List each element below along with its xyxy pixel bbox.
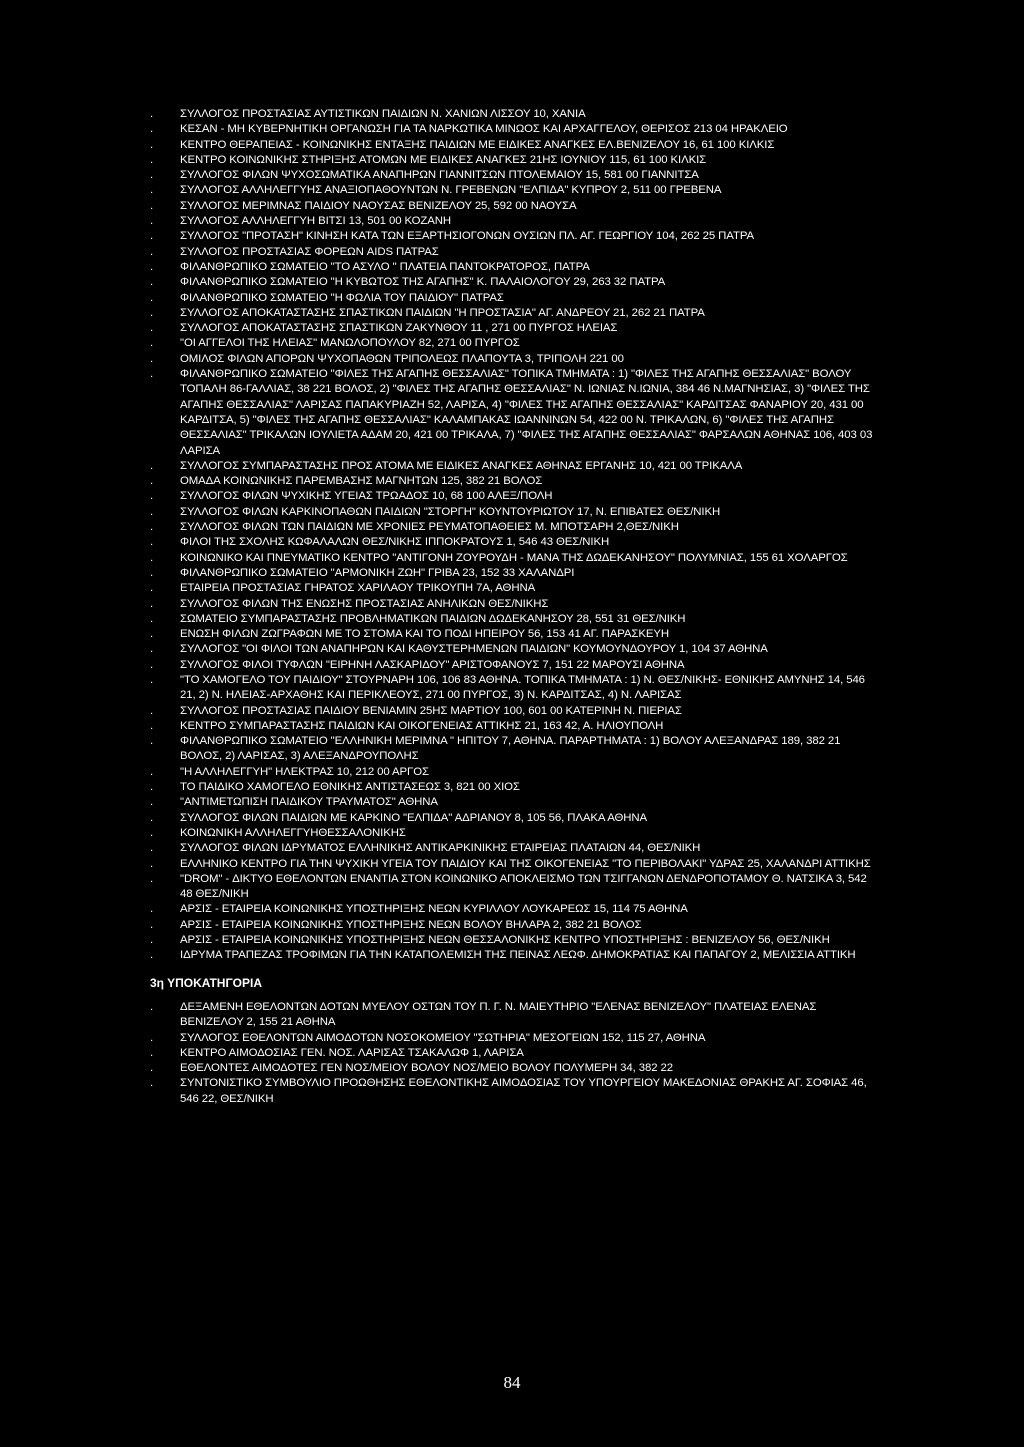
list-item bbox=[150, 1046, 880, 1061]
bullet-marker: . bbox=[150, 949, 154, 962]
list-item bbox=[150, 902, 880, 917]
bullet-marker: . bbox=[150, 521, 154, 534]
bullet-marker: . bbox=[150, 337, 154, 350]
list-item bbox=[150, 153, 880, 168]
list-item-text: ΣΥΛΛΟΓΟΣ ΦΙΛΩΝ ΨΥΧΟΣΩΜΑΤΙΚΑ ΑΝΑΠΗΡΩΝ ΓΙΑΝΝΙΤΣΩΝ ΠΤΟΛΕΜΑΙΟΥ 15, 581 00 ΓΙΑΝΝΙΤΣΑ bbox=[180, 169, 699, 182]
list-item-text: ΣΥΛΛΟΓΟΣ ΦΙΛΟΙ ΤΥΦΛΩΝ "ΕΙΡΗΝΗ ΛΑΣΚΑΡΙΔΟΥ" ΑΡΙΣΤΟΦΑΝΟΥΣ 7, 151 22 ΜΑΡΟΥΣΙ ΑΘΗΝΑ bbox=[180, 658, 685, 671]
bullet-marker: . bbox=[150, 1031, 154, 1044]
list-item-text: ΣΥΛΛΟΓΟΣ ΣΥΜΠΑΡΑΣΤΑΣΗΣ ΠΡΟΣ ΑΤΟΜΑ ΜΕ ΕΙΔΙΚΕΣ ΑΝΑΓΚΕΣ ΑΘΗΝΑΣ ΕΡΓΑΝΗΣ 10, 421 00 ΤΡΙΚΑΛΑ bbox=[180, 459, 743, 472]
bullet-marker: . bbox=[150, 108, 154, 120]
list-item bbox=[150, 229, 880, 244]
page-number: 84 bbox=[503, 1373, 521, 1392]
list-item bbox=[150, 183, 880, 198]
list-item bbox=[150, 734, 880, 765]
bullet-marker: . bbox=[150, 918, 154, 931]
list-item-text: ΚΕΝΤΡΟ ΚΟΙΝΩΝΙΚΗΣ ΣΤΗΡΙΞΗΣ ΑΤΟΜΩΝ ΜΕ ΕΙΔΙΚΕΣ ΑΝΑΓΚΕΣ 21ΗΣ ΙΟΥΝΙΟΥ 115, 61 100 ΚΙΛΚΙΣ bbox=[180, 153, 707, 166]
bullet-marker: . bbox=[150, 245, 154, 258]
list-item-text: ΚΕΣΑΝ - ΜΗ ΚΥΒΕΡΝΗΤΙΚΗ ΟΡΓΑΝΩΣΗ ΓΙΑ ΤΑ ΝΑΡΚΩΤΙΚΑ ΜΙΝΩΟΣ ΚΑΙ ΑΡΧΑΓΓΕΛΟΥ, ΘΕΡΙΣΟΣ 213 04 ΗΡΑΚΛΕΙΟ bbox=[180, 123, 788, 136]
bullet-marker: . bbox=[150, 1001, 154, 1013]
bullet-marker: . bbox=[150, 322, 154, 335]
bullet-marker: . bbox=[150, 643, 154, 656]
bullet-marker: . bbox=[150, 735, 154, 748]
list-item bbox=[150, 245, 880, 260]
list-item-text: ΚΟΙΝΩΝΙΚΟ ΚΑΙ ΠΝΕΥΜΑΤΙΚΟ ΚΕΝΤΡΟ "ΑΝΤΙΓΟΝΗ ΖΟΥΡΟΥΔΗ - ΜΑΝΑ ΤΗΣ ΔΩΔΕΚΑΝΗΣΟΥ" ΠΟΛΥΜΝΙΑΣ, 155 61 ΧΟΛΑΡΓΟΣ bbox=[180, 551, 848, 564]
list-item-text: ΦΙΛΑΝΘΡΩΠΙΚΟ ΣΩΜΑΤΕΙΟ "ΑΡΜΟΝΙΚΗ ΖΩΗ" ΓΡΙΒΑ 23, 152 33 ΧΑΛΑΝΔΡΙ bbox=[180, 566, 575, 579]
list-item-text: ΕΝΩΣΗ ΦΙΛΩΝ ΖΩΓΡΑΦΩΝ ΜΕ ΤΟ ΣΤΟΜΑ ΚΑΙ ΤΟ ΠΟΔΙ ΗΠΕΙΡΟΥ 56, 153 41 ΑΓ. ΠΑΡΑΣΚΕΥΗ bbox=[180, 628, 669, 641]
list-item bbox=[150, 581, 880, 596]
list-item bbox=[150, 367, 880, 459]
bullet-marker: . bbox=[150, 811, 154, 824]
list-item-text: ΣΥΛΛΟΓΟΣ ΑΛΛΗΛΕΓΓΥΗΣ ΑΝΑΞΙΟΠΑΘΟΥΝΤΩΝ Ν. ΓΡΕΒΕΝΩΝ "ΕΛΠΙΔΑ" ΚΥΠΡΟΥ 2, 511 00 ΓΡΕΒΕΝΑ bbox=[180, 184, 722, 197]
list-item bbox=[150, 918, 880, 933]
list-item-text: ΤΟ ΠΑΙΔΙΚΟ ΧΑΜΟΓΕΛΟ ΕΘΝΙΚΗΣ ΑΝΤΙΣΤΑΣΕΩΣ 3, 821 00 ΧΙΟΣ bbox=[180, 781, 520, 794]
list-item bbox=[150, 658, 880, 673]
list-item bbox=[150, 520, 880, 535]
list-item bbox=[150, 673, 880, 704]
list-item bbox=[150, 352, 880, 367]
list-item bbox=[150, 291, 880, 306]
list-item-text: ΣΥΛΛΟΓΟΣ "ΠΡΟΤΑΣΗ" ΚΙΝΗΣΗ ΚΑΤΑ ΤΩΝ ΕΞΑΡΤΗΣΙΟΓΟΝΩΝ ΟΥΣΙΩΝ ΠΛ. ΑΓ. ΓΕΩΡΓΙΟΥ 104, 262 25 ΠΑΤΡΑ bbox=[180, 230, 754, 243]
list-item bbox=[150, 1000, 880, 1031]
list-item bbox=[150, 933, 880, 948]
list-item-text: ΚΕΝΤΡΟ ΣΥΜΠΑΡΑΣΤΑΣΗΣ ΠΑΙΔΙΩΝ ΚΑΙ ΟΙΚΟΓΕΝΕΙΑΣ ΑΤΤΙΚΗΣ 21, 163 42, Α. ΗΛΙΟΥΠΟΛΗ bbox=[180, 719, 664, 732]
list-item-text: ΣΥΛΛΟΓΟΣ "ΟΙ ΦΙΛΟΙ ΤΩΝ ΑΝΑΠΗΡΩΝ ΚΑΙ ΚΑΘΥΣΤΕΡΗΜΕΝΩΝ ΠΑΙΔΙΩΝ" ΚΟΥΜΟΥΝΔΟΥΡΟΥ 1, 104 37 ΑΘΗΝΑ bbox=[180, 643, 768, 656]
list-item bbox=[150, 107, 880, 122]
bullet-marker: . bbox=[150, 719, 154, 732]
bullet-marker: . bbox=[150, 781, 154, 794]
list-item bbox=[150, 260, 880, 275]
list-item bbox=[150, 474, 880, 489]
list-item bbox=[150, 948, 880, 963]
list-item-text: ΣΥΛΛΟΓΟΣ ΦΙΛΩΝ ΙΔΡΥΜΑΤΟΣ ΕΛΛΗΝΙΚΗΣ ΑΝΤΙΚΑΡΚΙΝΙΚΗΣ ΕΤΑΙΡΕΙΑΣ ΠΛΑΤΑΙΩΝ 44, ΘΕΣ/ΝΙΚΗ bbox=[180, 842, 701, 855]
list-item-text: ΦΙΛΟΙ ΤΗΣ ΣΧΟΛΗΣ ΚΩΦΑΛΑΛΩΝ ΘΕΣ/ΝΙΚΗΣ ΙΠΠΟΚΡΑΤΟΥΣ 1, 546 43 ΘΕΣ/ΝΙΚΗ bbox=[180, 536, 610, 549]
list-item-text: ΔΕΞΑΜΕΝΗ ΕΘΕΛΟΝΤΩΝ ΔΟΤΩΝ ΜΥΕΛΟΥ ΟΣΤΩΝ ΤΟΥ Π. Γ. Ν. ΜΑΙΕΥΤΗΡΙΟ "ΕΛΕΝΑΣ ΒΕΝΙΖΕΛΟΥ" ΠΛΑΤΕΙΑΣ ΕΛΕΝΑΣ ΒΕΝΙΖΕΛΟΥ 2, 155 21 ΑΘΗΝΑ bbox=[180, 1001, 817, 1029]
list-item bbox=[150, 597, 880, 612]
bullet-marker: . bbox=[150, 184, 154, 197]
list-item bbox=[150, 1031, 880, 1046]
list-item-text: ΦΙΛΑΝΘΡΩΠΙΚΟ ΣΩΜΑΤΕΙΟ "Η ΚΥΒΩΤΟΣ ΤΗΣ ΑΓΑΠΗΣ" Κ. ΠΑΛΑΙΟΛΟΓΟΥ 29, 263 32 ΠΑΤΡΑ bbox=[180, 276, 666, 289]
list-item bbox=[150, 214, 880, 229]
list-item bbox=[150, 704, 880, 719]
list-item bbox=[150, 306, 880, 321]
list-item bbox=[150, 321, 880, 336]
list-item-text: ΣΥΛΛΟΓΟΣ ΦΙΛΩΝ ΨΥΧΙΚΗΣ ΥΓΕΙΑΣ ΤΡΩΑΔΟΣ 10, 68 100 ΑΛΕΞ/ΠΟΛΗ bbox=[180, 490, 553, 503]
list-item-text: ΟΜΙΛΟΣ ΦΙΛΩΝ ΑΠΟΡΩΝ ΨΥΧΟΠΑΘΩΝ ΤΡΙΠΟΛΕΩΣ ΠΛΑΠΟΥΤΑ 3, ΤΡΙΠΟΛΗ 221 00 bbox=[180, 352, 624, 365]
bullet-marker: . bbox=[150, 582, 154, 595]
list-item-text: "ΤΟ ΧΑΜΟΓΕΛΟ ΤΟΥ ΠΑΙΔΙΟΥ" ΣΤΟΥΡΝΑΡΗ 106, 106 83 ΑΘΗΝΑ. ΤΟΠΙΚΑ ΤΜΗΜΑΤΑ : 1) Ν. ΘΕΣ/ΝΙΚΗΣ- ΕΘΝΙΚΗΣ ΑΜΥΝΗΣ 14, 546 21, 2) Ν. ΗΛΕΙΑΣ-ΑΡΧΑΘΗΣ ΚΑΙ ΠΕΡΙΚΛΕΟΥΣ, 271 00 ΠΥΡΓΟΣ, 3) Ν. ΚΑΡΔΙΤΣΑΣ, 4) Ν. ΛΑΡΙΣΑΣ bbox=[180, 673, 865, 702]
list-item bbox=[150, 138, 880, 153]
list-item-text: ΣΥΛΛΟΓΟΣ ΦΙΛΩΝ ΤΩΝ ΠΑΙΔΙΩΝ ΜΕ ΧΡΟΝΙΕΣ ΡΕΥΜΑΤΟΠΑΘΕΙΕΣ Μ. ΜΠΟΤΣΑΡΗ 2,ΘΕΣ/ΝΙΚΗ bbox=[180, 521, 679, 534]
list-item-text: ΣΥΝΤΟΝΙΣΤΙΚΟ ΣΥΜΒΟΥΛΙΟ ΠΡΟΩΘΗΣΗΣ ΕΘΕΛΟΝΤΙΚΗΣ ΑΙΜΟΔΟΣΙΑΣ ΤΟΥ ΥΠΟΥΡΓΕΙΟΥ ΜΑΚΕΔΟΝΙΑΣ ΘΡΑΚΗΣ ΑΓ. ΣΟΦΙΑΣ 46, 546 22, ΘΕΣ/ΝΙΚΗ bbox=[180, 1077, 867, 1105]
list-item bbox=[150, 627, 880, 642]
list-item bbox=[150, 642, 880, 657]
list-item bbox=[150, 857, 880, 872]
bullet-marker: . bbox=[150, 260, 154, 273]
bullet-marker: . bbox=[150, 1077, 154, 1090]
bullet-marker: . bbox=[150, 368, 154, 381]
list-item-text: "Η ΑΛΛΗΛΕΓΓΥΗ" ΗΛΕΚΤΡΑΣ 10, 212 00 ΑΡΓΟΣ bbox=[180, 765, 429, 778]
list-item bbox=[150, 199, 880, 214]
list-item-text: ΦΙΛΑΝΘΡΩΠΙΚΟ ΣΩΜΑΤΕΙΟ "ΕΛΛΗΝΙΚΗ ΜΕΡΙΜΝΑ " ΗΠΙΤΟΥ 7, ΑΘΗΝΑ. ΠΑΡΑΡΤΗΜΑΤΑ : 1) ΒΟΛΟΥ ΑΛΕΞΑΝΔΡΑΣ 189, 382 21 ΒΟΛΟΣ, 2) ΛΑΡΙΣΑΣ, 3) ΑΛΕΞΑΝΔΡΟΥΠΟΛΗΣ bbox=[180, 735, 841, 763]
list-item bbox=[150, 168, 880, 183]
bullet-marker: . bbox=[150, 566, 154, 579]
bullet-marker: . bbox=[150, 123, 154, 136]
list-item-text: ΑΡΣΙΣ - ΕΤΑΙΡΕΙΑ ΚΟΙΝΩΝΙΚΗΣ ΥΠΟΣΤΗΡΙΞΗΣ ΝΕΩΝ ΚΥΡΙΛΛΟΥ ΛΟΥΚΑΡΕΩΣ 15, 114 75 ΑΘΗΝΑ bbox=[180, 903, 688, 916]
list-item-text: ΣΥΛΛΟΓΟΣ ΑΠΟΚΑΤΑΣΤΑΣΗΣ ΣΠΑΣΤΙΚΩΝ ΖΑΚΥΝΘΟΥ 11 , 271 00 ΠΥΡΓΟΣ ΗΛΕΙΑΣ bbox=[180, 322, 618, 335]
bullet-marker: . bbox=[150, 872, 154, 885]
list-item-text: ΣΩΜΑΤΕΙΟ ΣΥΜΠΑΡΑΣΤΑΣΗΣ ΠΡΟΒΛΗΜΑΤΙΚΩΝ ΠΑΙΔΙΩΝ ΔΩΔΕΚΑΝΗΣΟΥ 28, 551 31 ΘΕΣ/ΝΙΚΗ bbox=[180, 612, 686, 625]
bullet-marker: . bbox=[150, 352, 154, 365]
list-item bbox=[150, 1076, 880, 1107]
list-item-text: "DROM" - ΔΙΚΤΥΟ ΕΘΕΛΟΝΤΩΝ ΕΝΑΝΤΙΑ ΣΤΟΝ ΚΟΙΝΩΝΙΚΟ ΑΠΟΚΛΕΙΣΜΟ ΤΩΝ ΤΣΙΓΓΑΝΩΝ ΔΕΝΔΡΟΠΟΤΑΜΟΥ Θ. ΝΑΤΣΙΚΑ 3, 542 48 ΘΕΣ/ΝΙΚΗ bbox=[180, 872, 867, 901]
section-heading: 3η ΥΠΟΚΑΤΗΓΟΡΙΑ bbox=[150, 976, 263, 990]
bullet-marker: . bbox=[150, 490, 154, 503]
list-item bbox=[150, 122, 880, 137]
list-item-text: ΦΙΛΑΝΘΡΩΠΙΚΟ ΣΩΜΑΤΕΙΟ "Η ΦΩΛΙΑ ΤΟΥ ΠΑΙΔΙΟΥ" ΠΑΤΡΑΣ bbox=[180, 291, 504, 304]
list-item-text: ΣΥΛΛΟΓΟΣ ΕΘΕΛΟΝΤΩΝ ΑΙΜΟΔΟΤΩΝ ΝΟΣΟΚΟΜΕΙΟΥ "ΣΩΤΗΡΙΑ" ΜΕΣΟΓΕΙΩΝ 152, 115 27, ΑΘΗΝΑ bbox=[180, 1031, 706, 1044]
bullet-marker: . bbox=[150, 306, 154, 319]
list-item-text: ΣΥΛΛΟΓΟΣ ΠΡΟΣΤΑΣΙΑΣ ΠΑΙΔΙΟΥ ΒΕΝΙΑΜΙΝ 25ΗΣ ΜΑΡΤΙΟΥ 100, 601 00 ΚΑΤΕΡΙΝΗ Ν. ΠΙΕΡΙΑΣ bbox=[180, 704, 682, 717]
bullet-marker: . bbox=[150, 612, 154, 625]
list-item bbox=[150, 489, 880, 504]
list-item bbox=[150, 551, 880, 566]
bullet-marker: . bbox=[150, 475, 154, 488]
bullet-marker: . bbox=[150, 138, 154, 151]
bullet-marker: . bbox=[150, 765, 154, 778]
list-item-text: "ΑΝΤΙΜΕΤΩΠΙΣΗ ΠΑΙΔΙΚΟΥ ΤΡΑΥΜΑΤΟΣ" ΑΘΗΝΑ bbox=[180, 796, 438, 809]
bullet-marker: . bbox=[150, 153, 154, 166]
list-item-text: ΦΙΛΑΝΘΡΩΠΙΚΟ ΣΩΜΑΤΕΙΟ "ΤΟ ΑΣΥΛΟ " ΠΛΑΤΕΙΑ ΠΑΝΤΟΚΡΑΤΟΡΟΣ, ΠΑΤΡΑ bbox=[180, 260, 590, 273]
bullet-marker: . bbox=[150, 704, 154, 717]
list-item-text: ΣΥΛΛΟΓΟΣ ΠΡΟΣΤΑΣΙΑΣ ΑΥΤΙΣΤΙΚΩΝ ΠΑΙΔΙΩΝ Ν. ΧΑΝΙΩΝ ΛΙΣΣΟΥ 10, ΧΑΝΙΑ bbox=[180, 108, 586, 120]
list-item-text: ΣΥΛΛΟΓΟΣ ΦΙΛΩΝ ΚΑΡΚΙΝΟΠΑΘΩΝ ΠΑΙΔΙΩΝ "ΣΤΟΡΓΗ" ΚΟΥΝΤΟΥΡΙΩΤΟΥ 17, Ν. ΕΠΙΒΑΤΕΣ ΘΕΣ/ΝΙΚΗ bbox=[180, 505, 721, 518]
list-item bbox=[150, 566, 880, 581]
bullet-marker: . bbox=[150, 199, 154, 212]
list-item bbox=[150, 826, 880, 841]
list-item-text: ΚΟΙΝΩΝΙΚΗ ΑΛΛΗΛΕΓΓΥΗΘΕΣΣΑΛΟΝΙΚΗΣ bbox=[180, 826, 406, 839]
bullet-marker: . bbox=[150, 276, 154, 289]
list-item bbox=[150, 719, 880, 734]
list-item bbox=[150, 275, 880, 290]
list-item-text: ΣΥΛΛΟΓΟΣ ΠΡΟΣΤΑΣΙΑΣ ΦΟΡΕΩΝ AIDS ΠΑΤΡΑΣ bbox=[180, 245, 439, 258]
list-item-text: ΕΤΑΙΡΕΙΑ ΠΡΟΣΤΑΣΙΑΣ ΓΗΡΑΤΟΣ ΧΑΡΙΛΑΟΥ ΤΡΙΚΟΥΠΗ 7Α, ΑΘΗΝΑ bbox=[180, 582, 536, 595]
list-item-text: ΙΔΡΥΜΑ ΤΡΑΠΕΖΑΣ ΤΡΟΦΙΜΩΝ ΓΙΑ ΤΗΝ ΚΑΤΑΠΟΛΕΜΙΣΗ ΤΗΣ ΠΕΙΝΑΣ ΛΕΩΦ. ΔΗΜΟΚΡΑΤΙΑΣ ΚΑΙ ΠΑΠΑΓΟΥ 2, ΜΕΛΙΣΣΙΑ ΑΤΤΙΚΗ bbox=[180, 949, 856, 962]
bullet-marker: . bbox=[150, 934, 154, 947]
organization-list bbox=[150, 107, 880, 964]
list-item-text: ΣΥΛΛΟΓΟΣ ΜΕΡΙΜΝΑΣ ΠΑΙΔΙΟΥ ΝΑΟΥΣΑΣ ΒΕΝΙΖΕΛΟΥ 25, 592 00 ΝΑΟΥΣΑ bbox=[180, 199, 577, 212]
bullet-marker: . bbox=[150, 857, 154, 870]
list-item-text: ΑΡΣΙΣ - ΕΤΑΙΡΕΙΑ ΚΟΙΝΩΝΙΚΗΣ ΥΠΟΣΤΗΡΙΞΗΣ ΝΕΩΝ ΘΕΣΣΑΛΟΝΙΚΗΣ ΚΕΝΤΡΟ ΥΠΟΣΤΗΡΙΞΗΣ : ΒΕΝΙΖΕΛΟΥ 56, ΘΕΣ/ΝΙΚΗ bbox=[180, 934, 830, 947]
list-item bbox=[150, 336, 880, 351]
bullet-marker: . bbox=[150, 505, 154, 518]
list-item bbox=[150, 612, 880, 627]
list-item-text: "ΟΙ ΑΓΓΕΛΟΙ ΤΗΣ ΗΛΕΙΑΣ" ΜΑΝΩΛΟΠΟΥΛΟΥ 82, 271 00 ΠΥΡΓΟΣ bbox=[180, 337, 520, 350]
list-item-text: ΦΙΛΑΝΘΡΩΠΙΚΟ ΣΩΜΑΤΕΙΟ "ΦΙΛΕΣ ΤΗΣ ΑΓΑΠΗΣ ΘΕΣΣΑΛΙΑΣ" ΤΟΠΙΚΑ ΤΜΗΜΑΤΑ : 1) "ΦΙΛΕΣ ΤΗΣ ΑΓΑΠΗΣ ΘΕΣΣΑΛΙΑΣ" ΒΟΛΟΥ ΤΟΠΑΛΗ 86-ΓΑΛΛΙΑΣ, 38 221 ΒΟΛΟΣ, 2) "ΦΙΛΕΣ ΤΗΣ ΑΓΑΠΗΣ ΘΕΣΣΑΛΙΑΣ" Ν. ΙΩΝΙΑΣ Ν.ΙΩΝΙΑ, 384 46 Ν.ΜΑΓΝΗΣΙΑΣ, 3) "ΦΙΛΕΣ ΤΗΣ ΑΓΑΠΗΣ ΘΕΣΣΑΛΙΑΣ" ΛΑΡΙΣΑΣ ΠΑΠΑΚΥΡΙΑΖΗ 52, ΛΑΡΙΣΑ, 4) "ΦΙΛΕΣ ΤΗΣ ΑΓΑΠΗΣ ΘΕΣΣΑΛΙΑΣ" ΚΑΡΔΙΤΣΑΣ ΦΑΝΑΡΙΟΥ 20, 431 00 ΚΑΡΔΙΤΣΑ, 5) "ΦΙΛΕΣ ΤΗΣ ΑΓΑΠΗΣ ΘΕΣΣΑΛΙΑΣ" ΚΑΛΑΜΠΑΚΑΣ ΙΩΑΝΝΙΝΩΝ 54, 422 00 Ν. ΤΡΙΚΑΛΩΝ, 6) "ΦΙΛΕΣ ΤΗΣ ΑΓΑΠΗΣ ΘΕΣΣΑΛΙΑΣ" ΤΡΙΚΑΛΩΝ ΙΟΥΛΙΕΤΑ ΑΔΑΜ 20, 421 00 ΤΡΙΚΑΛΑ, 7) "ΦΙΛΕΣ ΤΗΣ ΑΓΑΠΗΣ ΘΕΣΣΑΛΙΑΣ" ΦΑΡΣΑΛΩΝ ΑΘΗΝΑΣ 106, 403 03 ΛΑΡΙΣΑ bbox=[180, 368, 873, 457]
bullet-marker: . bbox=[150, 628, 154, 641]
list-item bbox=[150, 811, 880, 826]
list-item bbox=[150, 459, 880, 474]
list-item bbox=[150, 872, 880, 903]
bullet-marker: . bbox=[150, 673, 154, 686]
bullet-marker: . bbox=[150, 826, 154, 839]
list-item bbox=[150, 795, 880, 810]
list-item-text: ΕΛΛΗΝΙΚΟ ΚΕΝΤΡΟ ΓΙΑ ΤΗΝ ΨΥΧΙΚΗ ΥΓΕΙΑ ΤΟΥ ΠΑΙΔΙΟΥ ΚΑΙ ΤΗΣ ΟΙΚΟΓΕΝΕΙΑΣ "ΤΟ ΠΕΡΙΒΟΛΑΚΙ" ΥΔΡΑΣ 25, ΧΑΛΑΝΔΡΙ ΑΤΤΙΚΗΣ bbox=[180, 857, 871, 870]
list-item bbox=[150, 765, 880, 780]
bullet-marker: . bbox=[150, 597, 154, 610]
bullet-marker: . bbox=[150, 291, 154, 304]
list-item bbox=[150, 535, 880, 550]
bullet-marker: . bbox=[150, 1046, 154, 1059]
bullet-marker: . bbox=[150, 536, 154, 549]
bullet-marker: . bbox=[150, 551, 154, 564]
organization-list-subcategory-3 bbox=[150, 1000, 880, 1107]
bullet-marker: . bbox=[150, 796, 154, 809]
list-item-text: ΣΥΛΛΟΓΟΣ ΑΛΛΗΛΕΓΓΥΗ ΒΙΤΣΙ 13, 501 00 ΚΟΖΑΝΗ bbox=[180, 215, 452, 228]
bullet-marker: . bbox=[150, 903, 154, 916]
list-item bbox=[150, 841, 880, 856]
bullet-marker: . bbox=[150, 459, 154, 472]
list-item bbox=[150, 505, 880, 520]
bullet-marker: . bbox=[150, 215, 154, 228]
list-item-text: ΣΥΛΛΟΓΟΣ ΦΙΛΩΝ ΤΗΣ ΕΝΩΣΗΣ ΠΡΟΣΤΑΣΙΑΣ ΑΝΗΛΙΚΩΝ ΘΕΣ/ΝΙΚΗΣ bbox=[180, 597, 549, 610]
bullet-marker: . bbox=[150, 169, 154, 182]
list-item bbox=[150, 780, 880, 795]
list-item-text: ΟΜΑΔΑ ΚΟΙΝΩΝΙΚΗΣ ΠΑΡΕΜΒΑΣΗΣ ΜΑΓΝΗΤΩΝ 125, 382 21 ΒΟΛΟΣ bbox=[180, 475, 543, 488]
bullet-marker: . bbox=[150, 842, 154, 855]
list-item-text: ΕΘΕΛΟΝΤΕΣ ΑΙΜΟΔΟΤΕΣ ΓΕΝ ΝΟΣ/ΜΕΙΟΥ ΒΟΛΟΥ ΝΟΣ/ΜΕΙΟ ΒΟΛΟΥ ΠΟΛΥΜΕΡΗ 34, 382 22 bbox=[180, 1062, 674, 1075]
bullet-marker: . bbox=[150, 658, 154, 671]
list-item-text: ΣΥΛΛΟΓΟΣ ΑΠΟΚΑΤΑΣΤΑΣΗΣ ΣΠΑΣΤΙΚΩΝ ΠΑΙΔΙΩΝ "Η ΠΡΟΣΤΑΣΙΑ" ΑΓ. ΑΝΔΡΕΟΥ 21, 262 21 ΠΑΤΡΑ bbox=[180, 306, 705, 319]
bullet-marker: . bbox=[150, 1062, 154, 1075]
list-item-text: ΣΥΛΛΟΓΟΣ ΦΙΛΩΝ ΠΑΙΔΙΩΝ ΜΕ ΚΑΡΚΙΝΟ "ΕΛΠΙΔΑ" ΑΔΡΙΑΝΟΥ 8, 105 56, ΠΛΑΚΑ ΑΘΗΝΑ bbox=[180, 811, 647, 824]
list-item bbox=[150, 1061, 880, 1076]
list-item-text: ΑΡΣΙΣ - ΕΤΑΙΡΕΙΑ ΚΟΙΝΩΝΙΚΗΣ ΥΠΟΣΤΗΡΙΞΗΣ ΝΕΩΝ ΒΟΛΟΥ ΒΗΛΑΡΑ 2, 382 21 ΒΟΛΟΣ bbox=[180, 918, 642, 931]
list-item-text: ΚΕΝΤΡΟ ΘΕΡΑΠΕΙΑΣ - ΚΟΙΝΩΝΙΚΗΣ ΕΝΤΑΞΗΣ ΠΑΙΔΙΩΝ ΜΕ ΕΙΔΙΚΕΣ ΑΝΑΓΚΕΣ ΕΛ.ΒΕΝΙΖΕΛΟΥ 16, 61 100 ΚΙΛΚΙΣ bbox=[180, 138, 775, 151]
list-item-text: ΚΕΝΤΡΟ ΑΙΜΟΔΟΣΙΑΣ ΓΕΝ. ΝΟΣ. ΛΑΡΙΣΑΣ ΤΣΑΚΑΛΩΦ 1, ΛΑΡΙΣΑ bbox=[180, 1046, 524, 1059]
bullet-marker: . bbox=[150, 230, 154, 243]
